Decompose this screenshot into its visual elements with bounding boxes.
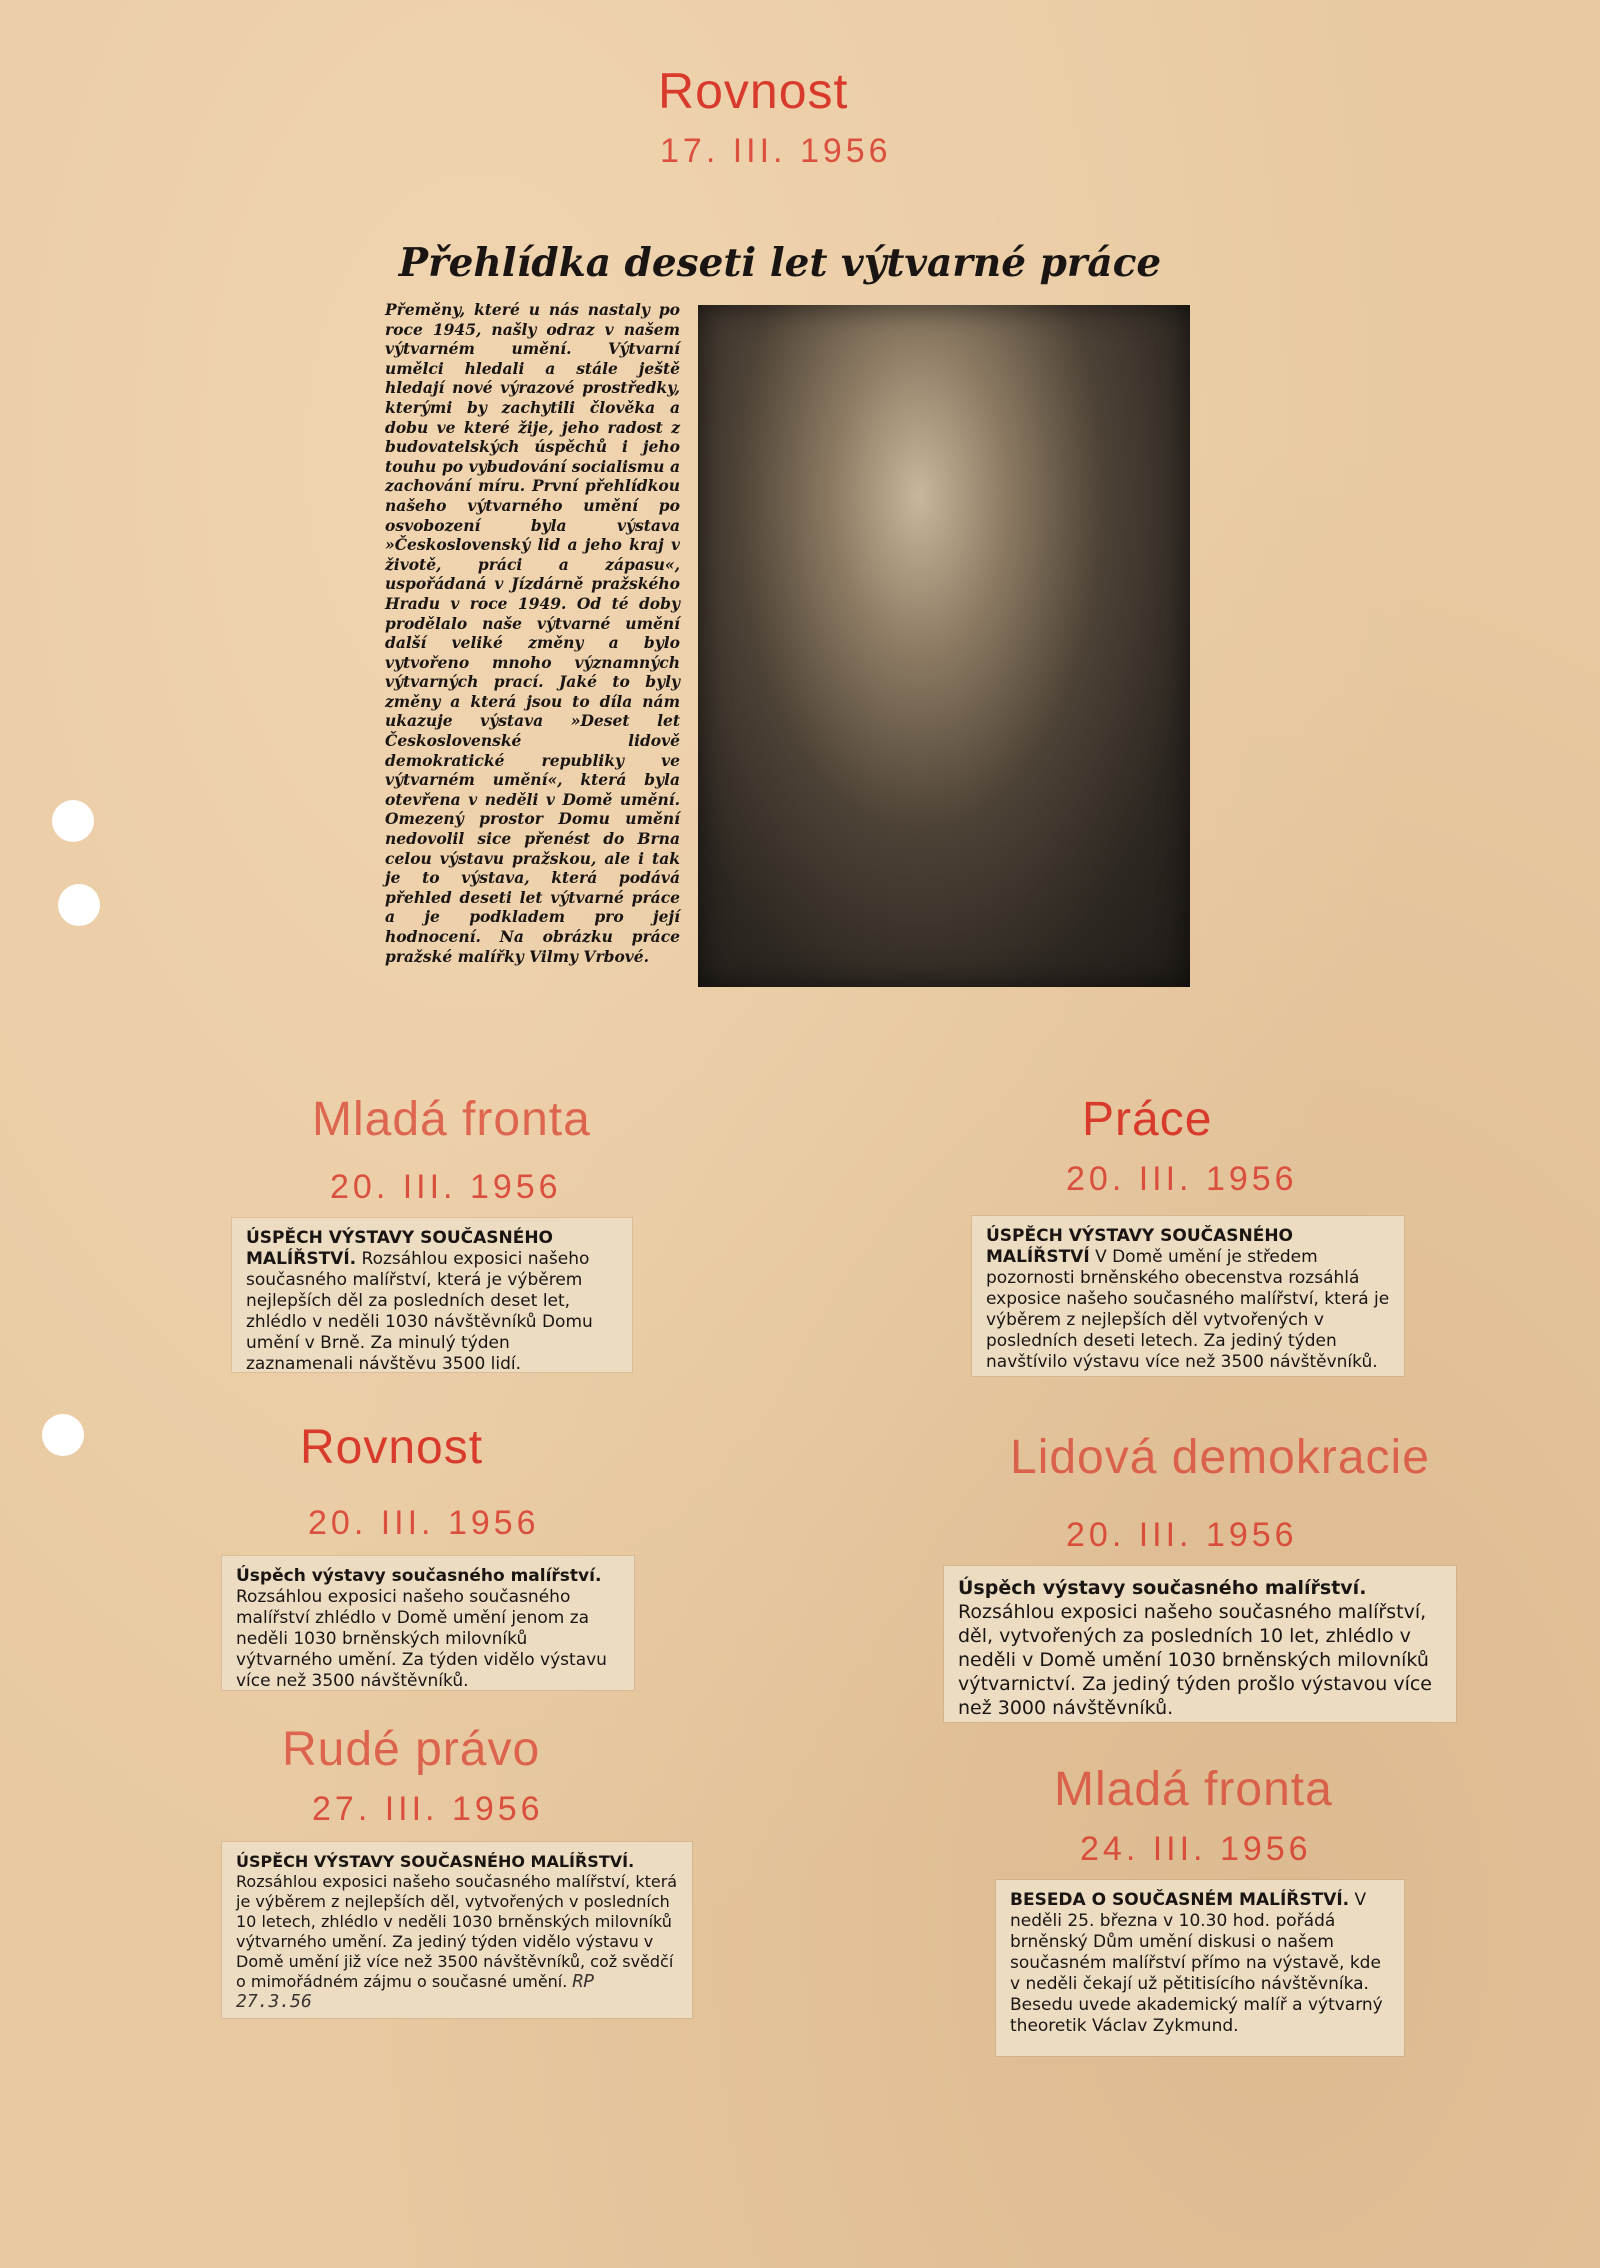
- stamp-date: 17. III. 1956: [660, 132, 892, 170]
- clipping-headline: ÚSPĚCH VÝSTAVY SOUČASNÉHO MALÍŘSTVÍ.: [246, 1228, 554, 1269]
- stamp-name: Mladá fronta: [1054, 1763, 1333, 1816]
- stamp-date: 20. III. 1956: [1066, 1160, 1298, 1198]
- clipping-headline: Úspěch výstavy současného malířství.: [958, 1577, 1367, 1599]
- clipping-text: Rozsáhlou exposici našeho současného malířství, která je výběrem z nejlepších děl, vytvořených v posledních 10 letech, zhlédlo v neděli 1030 brněnských milovníků výtvarného umění. Za jediný týden vidělo výstavu v Domě umění již více než 3500 návštěvníků, což svědčí o mimořádném zájmu o současné umění.: [236, 1872, 678, 1991]
- stamp-name: Práce: [1082, 1093, 1213, 1146]
- stamp-date: 27. III. 1956: [312, 1790, 544, 1828]
- stamp-date: 24. III. 1956: [1080, 1830, 1312, 1868]
- punch-hole: [52, 800, 94, 842]
- stamp-date: 20. III. 1956: [330, 1168, 562, 1206]
- clipping-text: Rozsáhlou exposici našeho současného malířství, která je výběrem nejlepších děl za posledních deset let, zhlédlo v neděli 1030 návštěvníků Domu umění v Brně. Za minulý týden zaznamenali návštěvu 3500 lidí.: [246, 1249, 593, 1374]
- punch-hole: [58, 884, 100, 926]
- stamp-date: 20. III. 1956: [1066, 1516, 1298, 1554]
- clipping-text: Rozsáhlou exposici našeho současného malířství, děl, vytvořených za posledních 10 let, zhlédlo v neděli v Domě umění 1030 brněnských milovníků výtvarnictví. Za jediný týden prošlo výstavou více než 3000 návštěvníků.: [958, 1601, 1432, 1719]
- clipping-text: V Domě umění je středem pozornosti brněnského obecenstva rozsáhlá exposice našeho současného malířství, která je výběrem z nejlepších děl vytvořených v posledních deseti letech. Za jediný týden navštívilo výstavu více než 3500 návštěvníků.: [986, 1247, 1390, 1372]
- stamp-name: Rovnost: [300, 1421, 484, 1474]
- news-clipping: [944, 1566, 1456, 1722]
- news-clipping: [222, 1556, 634, 1690]
- stamp-name: Mladá fronta: [312, 1093, 591, 1146]
- news-clipping: [232, 1218, 632, 1372]
- clipping-headline: ÚSPĚCH VÝSTAVY SOUČASNÉHO MALÍŘSTVÍ: [986, 1226, 1294, 1267]
- news-clipping: [972, 1216, 1404, 1376]
- clipping-headline: Úspěch výstavy současného malířství.: [236, 1566, 602, 1586]
- stamp-name: Lidová demokracie: [1010, 1431, 1430, 1484]
- news-clipping: [996, 1880, 1404, 2056]
- clipping-text: V neděli 25. března v 10.30 hod. pořádá brněnský Dům umění diskusi o našem současném malířství přímo na výstavě, kde v neděli čekají už pětitisícího návštěvníka. Besedu uvede akademický malíř a výtvarný theoretik Václav Zykmund.: [1010, 1890, 1383, 2036]
- stamp-name: Rovnost: [658, 63, 849, 119]
- stamp-name: Rudé právo: [282, 1723, 541, 1776]
- news-clipping: [222, 1842, 692, 2018]
- painting-photo: [698, 305, 1190, 987]
- article-body: Přeměny, které u nás nastaly po roce 1945, našly odraz v našem výtvarném umění. Výtvarní umělci hledali a stále ještě hledají nové výrazové prostředky, kterými by zachytili člověka a dobu ve které žije, jeho radost z budovatelských úspěchů i jeho touhu po vybudování socialismu a zachování míru. První přehlídkou našeho výtvarného umění po osvobození byla výstava »Československý lid a jeho kraj v životě, práci a zápasu«, uspořádaná v Jízdárně pražského Hradu v roce 1949. Od té doby prodělalo naše výtvarné umění další veliké změny a bylo vytvořeno mnoho významných výtvarných prací. Jaké to byly změny a která jsou to díla nám ukazuje výstava »Deset let Československé lidově demokratické republiky ve výtvarném umění«, která byla otevřena v neděli v Domě umění. Omezený prostor Domu umění nedovolil sice přenést do Brna celou výstavu pražskou, ale i tak je to výstava, která podává přehled deseti let výtvarné práce a je podkladem pro její hodnocení. Na obrázku práce pražské malířky Vilmy Vrbové.: [385, 300, 680, 966]
- stamp-date: 20. III. 1956: [308, 1504, 540, 1542]
- clipping-text: Rozsáhlou exposici našeho současného malířství zhlédlo v Domě umění jenom za neděli 1030 brněnských milovníků výtvarného umění. Za týden vidělo výstavu více než 3500 návštěvníků.: [236, 1587, 607, 1691]
- handwritten-note: RP 27.3.56: [236, 1971, 595, 2012]
- punch-hole: [42, 1414, 84, 1456]
- clipping-headline: ÚSPĚCH VÝSTAVY SOUČASNÉHO MALÍŘSTVÍ.: [236, 1852, 635, 1871]
- clipping-headline: BESEDA O SOUČASNÉM MALÍŘSTVÍ.: [1010, 1890, 1350, 1910]
- article-title: Přehlídka deseti let výtvarné práce: [398, 240, 1162, 286]
